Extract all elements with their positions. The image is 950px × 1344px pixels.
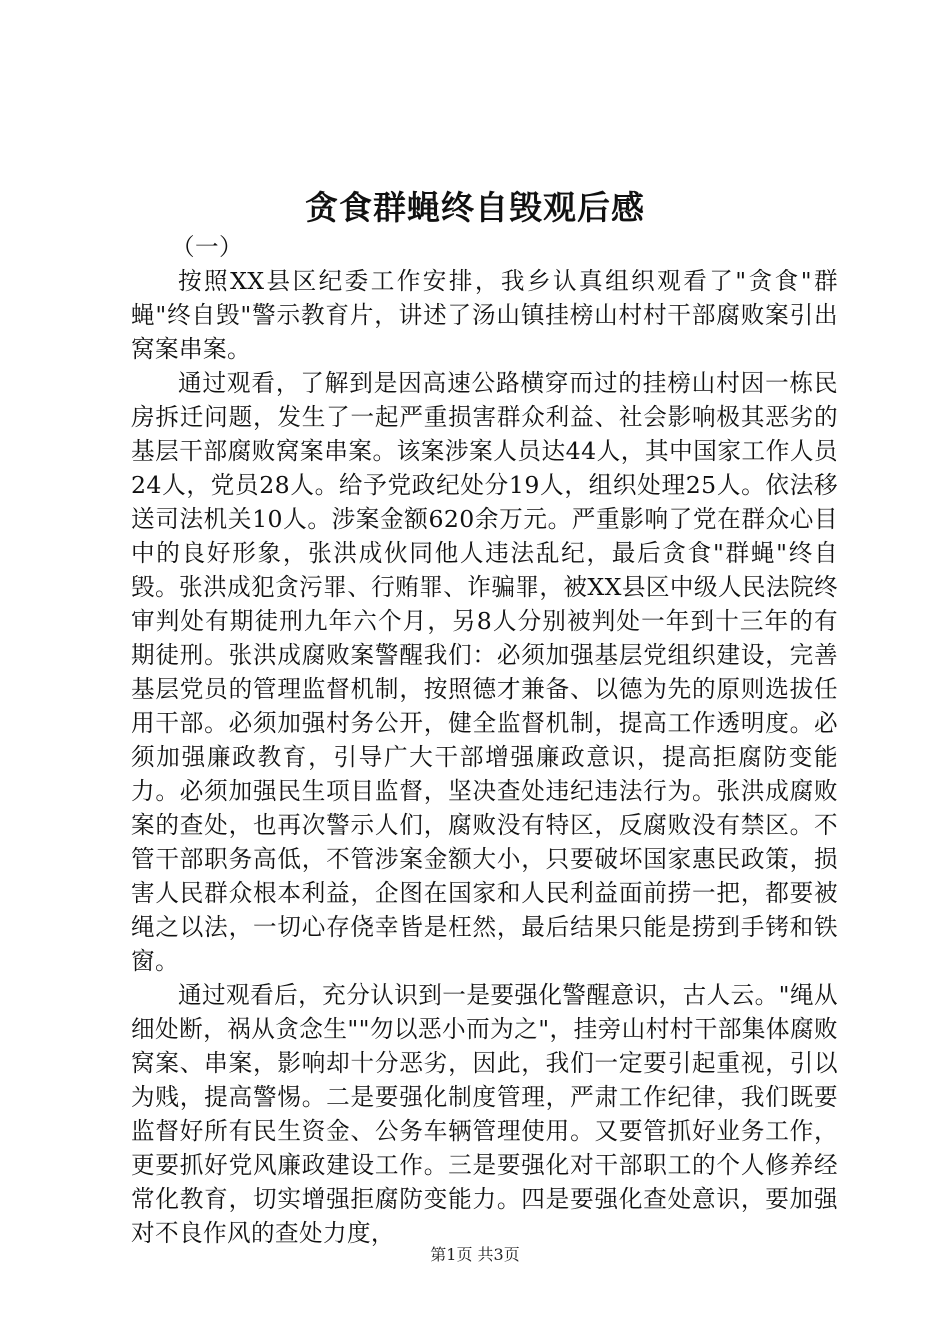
page-footer bbox=[0, 1244, 950, 1266]
document-title: 贪食群蝇终自毁观后感 bbox=[305, 188, 645, 227]
paragraph: 按照XX县区纪委工作安排，我乡认真组织观看了"贪食"群蝇"终自毁"警示教育片，讲述了汤山镇挂榜山村村干部腐败案引出窝案串案。 bbox=[131, 267, 838, 363]
paragraph: 通过观看，了解到是因高速公路横穿而过的挂榜山村因一栋民房拆迁问题，发生了一起严重损害群众利益、社会影响极其恶劣的基层干部腐败窝案串案。该案涉案人员达44人，其中国家工作人员24人，党员28人。给予党政纪处分19人，组织处理25人。依法移送司法机关10人。涉案金额620余万元。严重影响了党在群众心目中的良好形象，张洪成伙同他人违法乱纪，最后贪食"群蝇"终自毁。张洪成犯贪污罪、行贿罪、诈骗罪，被XX县区中级人民法院终审判处有期徒刑九年六个月，另8人分别被判处一年到十三年的有期徒刑。张洪成腐败案警醒我们：必须加强基层党组织建设，完善基层党员的管理监督机制，按照德才兼备、以德为先的原则选拔任用干部。必须加强村务公开，健全监督机制，提高工作透明度。必须加强廉政教育，引导广大干部增强廉政意识，提高拒腐防变能力。必须加强民生项目监督，坚决查处违纪违法行为。张洪成腐败案的查处，也再次警示人们，腐败没有特区，反腐败没有禁区。不管干部职务高低，不管涉案金额大小，只要破坏国家惠民政策，损害人民群众根本利益，企图在国家和人民利益面前捞一把，都要被绳之以法，一切心存侥幸皆是枉然，最后结果只能是捞到手铐和铁窗。 bbox=[131, 369, 838, 975]
section-label: （一） bbox=[171, 233, 243, 261]
paragraph: 通过观看后，充分认识到一是要强化警醒意识，古人云。"绳从细处断，祸从贪念生""勿以恶小而为之"，挂旁山村村干部集体腐败窝案、串案，影响却十分恶劣，因此，我们一定要引起重视，引以为贱，提高警惕。二是要强化制度管理，严肃工作纪律，我们既要监督好所有民生资金、公务车辆管理使用。又要管抓好业务工作，更要抓好党风廉政建设工作。三是要强化对干部职工的个人修养经常化教育，切实增强拒腐防变能力。四是要强化查处意识，要加强对不良作风的查处力度， bbox=[131, 981, 838, 1247]
page-indicator: 第1页 共3页 bbox=[430, 1245, 520, 1264]
document-body bbox=[131, 230, 838, 1250]
